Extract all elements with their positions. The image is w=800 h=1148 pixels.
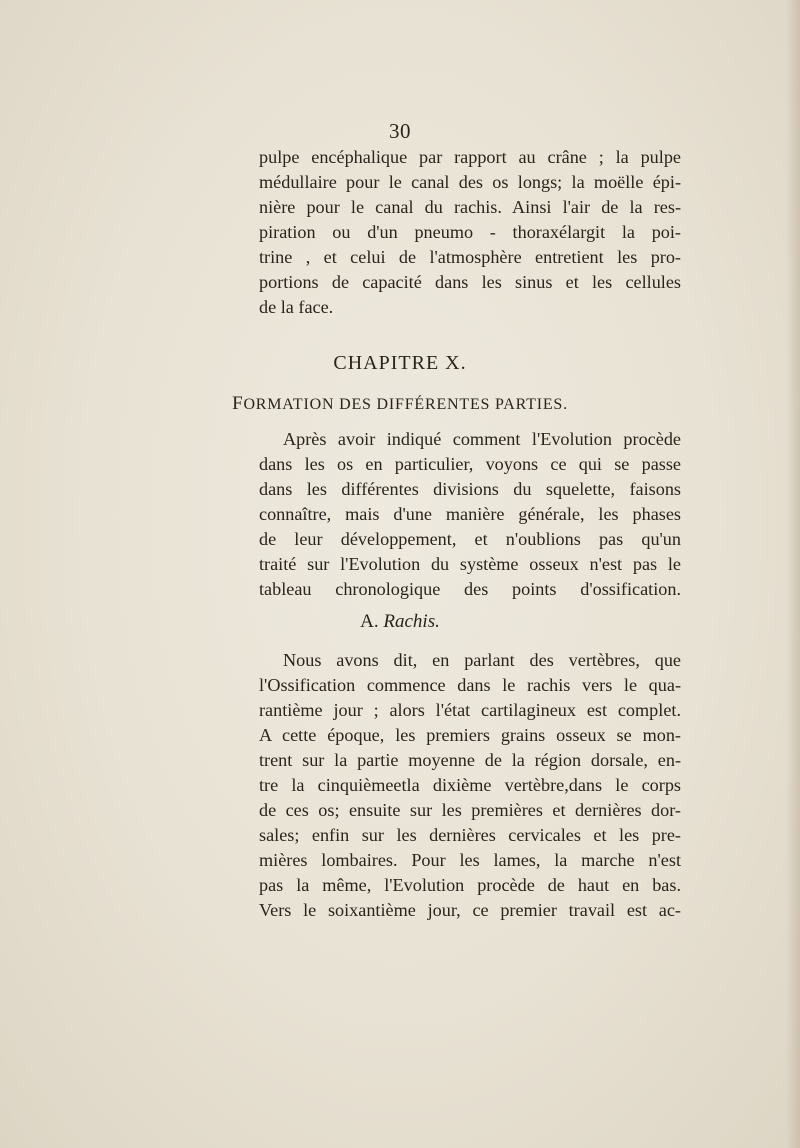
text-line: trent sur la partie moyenne de la région dorsale, en- xyxy=(259,750,681,770)
text-line: portions de capacité dans les sinus et les cellules xyxy=(259,272,681,292)
text-line: trine , et celui de l'atmosphère entretient les pro- xyxy=(259,247,681,267)
text-line: l'Ossification commence dans le rachis vers le qua- xyxy=(259,675,681,695)
text-line: médullaire pour le canal des os longs; la moëlle épi- xyxy=(259,172,681,192)
paragraph-1 xyxy=(259,427,681,602)
text-line: traité sur l'Evolution du système osseux n'est pas le xyxy=(259,554,681,574)
text-line: mières lombaires. Pour les lames, la marche n'est xyxy=(259,850,681,870)
text-line: pas la même, l'Evolution procède de haut en bas. xyxy=(259,875,681,895)
intro-paragraph xyxy=(259,145,681,320)
text-line: connaître, mais d'une manière générale, les phases xyxy=(259,504,681,524)
text-line: dans les os en particulier, voyons ce qui se passe xyxy=(259,454,681,474)
chapter-title: CHAPITRE X. xyxy=(333,352,467,374)
text-line: nière pour le canal du rachis. Ainsi l'air de la res- xyxy=(259,197,681,217)
section-title xyxy=(0,393,800,415)
text-line: de la face. xyxy=(259,297,334,317)
text-line: tre la cinquièmeetla dixième vertèbre,dans le corps xyxy=(259,775,681,795)
subsection-letter: A. xyxy=(360,611,379,632)
text-line: Nous avons dit, en parlant des vertèbres, que xyxy=(283,650,681,670)
text-line: pulpe encéphalique par rapport au crâne ; la pulpe xyxy=(259,147,681,167)
section-title-rest: ORMATION DES DIFFÉRENTES PARTIES. xyxy=(243,396,568,413)
text-line: Vers le soixantième jour, ce premier travail est ac- xyxy=(259,900,681,920)
subsection-name: Rachis. xyxy=(383,611,440,632)
subsection-title xyxy=(0,611,800,633)
text-line: de leur développement, et n'oublions pas qu'un xyxy=(259,529,681,549)
text-line: de ces os; ensuite sur les premières et dernières dor- xyxy=(259,800,681,820)
text-line: A cette époque, les premiers grains osseux se mon- xyxy=(259,725,681,745)
text-line: tableau chronologique des points d'ossification. xyxy=(259,579,681,599)
text-line: piration ou d'un pneumo - thoraxélargit la poi- xyxy=(259,222,681,242)
page-number: 30 xyxy=(389,119,411,143)
section-title-initial: F xyxy=(232,393,244,414)
text-line: sales; enfin sur les dernières cervicales et les pre- xyxy=(259,825,681,845)
text-line: Après avoir indiqué comment l'Evolution procède xyxy=(283,429,681,449)
text-line: rantième jour ; alors l'état cartilagineux est complet. xyxy=(259,700,681,720)
text-line: dans les différentes divisions du squelette, faisons xyxy=(259,479,681,499)
paragraph-2 xyxy=(259,648,681,923)
page-edge-shadow xyxy=(786,0,800,1148)
